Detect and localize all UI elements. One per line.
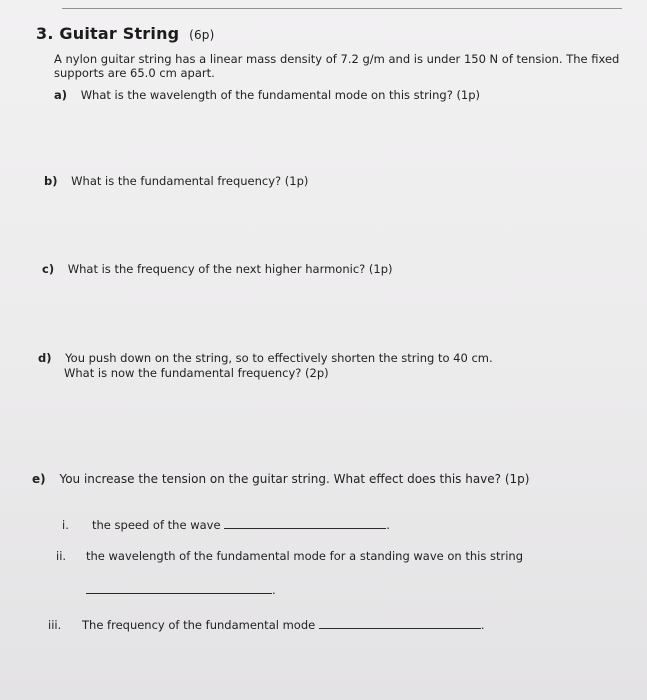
sub-item-iii-numeral: iii. bbox=[48, 618, 62, 632]
answer-blank-i[interactable] bbox=[224, 517, 386, 529]
part-a-letter: a) bbox=[54, 88, 68, 102]
part-b-text: What is the fundamental frequency? (1p) bbox=[71, 174, 309, 188]
question-points: (6p) bbox=[189, 28, 215, 42]
sub-item-iii-text: The frequency of the fundamental mode bbox=[82, 618, 316, 632]
part-c bbox=[42, 262, 393, 276]
sub-item-ii-text: the wavelength of the fundamental mode for a standing wave on this string bbox=[86, 549, 524, 563]
sub-item-i-end: . bbox=[386, 518, 390, 532]
sub-item-i-numeral: i. bbox=[62, 518, 69, 532]
sub-item-ii-numeral: ii. bbox=[56, 549, 67, 563]
part-b bbox=[44, 174, 308, 188]
answer-blank-iii[interactable] bbox=[319, 617, 481, 629]
question-title bbox=[36, 24, 215, 43]
question-title-text: Guitar String bbox=[59, 24, 180, 43]
sub-item-iii bbox=[48, 617, 485, 632]
part-a-text: What is the wavelength of the fundamental mode on this string? (1p) bbox=[80, 88, 481, 102]
part-d bbox=[38, 351, 493, 365]
question-intro-line1: A nylon guitar string has a linear mass density of 7.2 g/m and is under 150 N of tension. The fixed bbox=[54, 52, 620, 66]
sub-item-ii bbox=[56, 549, 523, 563]
part-e-letter: e) bbox=[32, 472, 46, 486]
top-rule bbox=[62, 8, 622, 9]
part-d-text-line1: You push down on the string, so to effectively shorten the string to 40 cm. bbox=[65, 351, 493, 365]
sub-item-ii-end: . bbox=[272, 583, 276, 597]
sub-item-ii-answer bbox=[86, 582, 276, 597]
sub-item-i-text: the speed of the wave bbox=[92, 518, 221, 532]
part-d-letter: d) bbox=[38, 351, 52, 365]
part-c-letter: c) bbox=[42, 262, 55, 276]
part-e bbox=[32, 472, 529, 486]
sub-item-i bbox=[62, 517, 390, 532]
part-d-text-line2: What is now the fundamental frequency? (2p) bbox=[64, 366, 329, 380]
question-number: 3. bbox=[36, 24, 54, 43]
part-e-text: You increase the tension on the guitar string. What effect does this have? (1p) bbox=[59, 472, 530, 486]
question-intro-line2: supports are 65.0 cm apart. bbox=[54, 66, 215, 80]
answer-blank-ii[interactable] bbox=[86, 582, 272, 594]
sub-item-iii-end: . bbox=[480, 618, 485, 632]
part-c-text: What is the frequency of the next higher harmonic? (1p) bbox=[67, 262, 393, 276]
part-a bbox=[54, 88, 480, 102]
part-b-letter: b) bbox=[44, 174, 58, 188]
